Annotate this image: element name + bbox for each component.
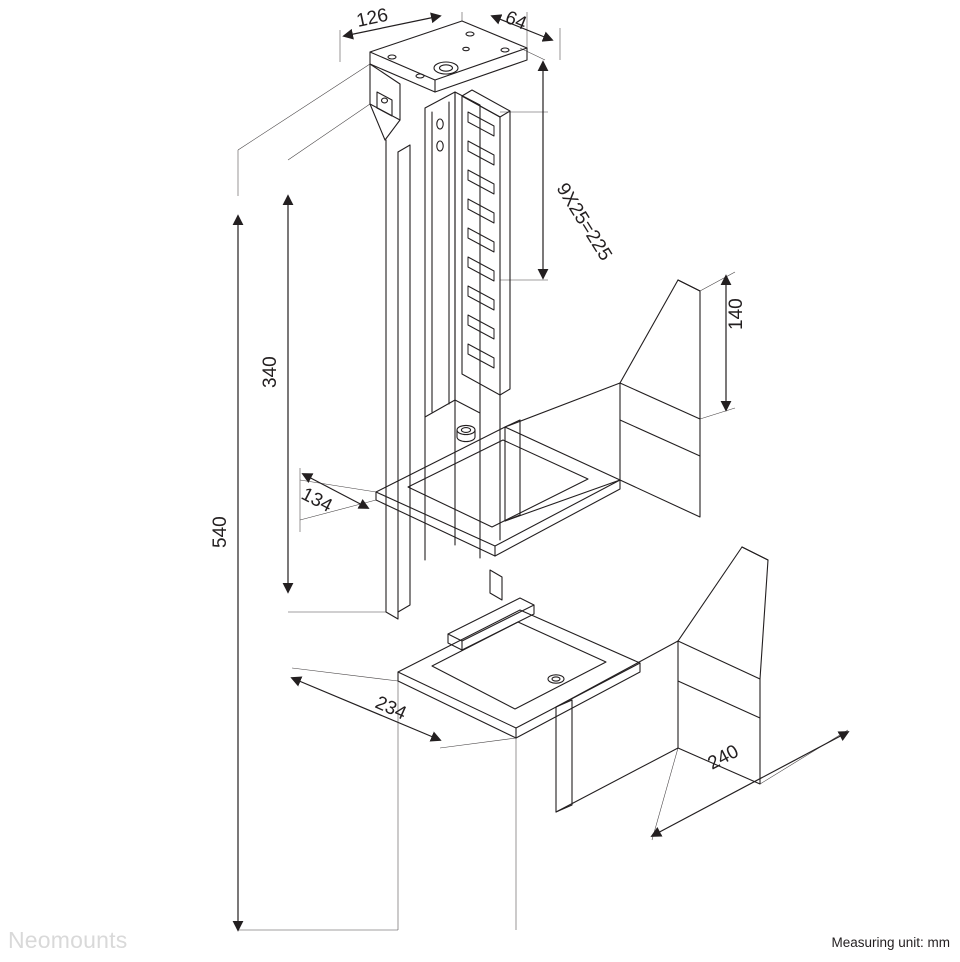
dimension-label-140: 140 xyxy=(726,298,747,330)
slotted-column xyxy=(425,90,510,417)
dimline-240 xyxy=(652,732,848,836)
dimension-lines xyxy=(238,16,848,930)
dimension-labels xyxy=(210,5,747,775)
dimension-label-340: 340 xyxy=(260,356,281,388)
support-legs xyxy=(386,140,502,619)
dimension-label-225: 9X25=225 xyxy=(551,179,616,265)
dimension-label-240: 240 xyxy=(704,740,743,775)
brand-logo: Neomounts xyxy=(8,927,128,953)
dimline-234 xyxy=(292,678,440,740)
dimension-label-64: 64 xyxy=(502,7,530,35)
measuring-unit-note: Measuring unit: mm xyxy=(831,935,950,950)
dimension-label-540: 540 xyxy=(210,516,231,548)
dimension-label-134: 134 xyxy=(297,483,336,517)
mounting-plate xyxy=(370,21,527,92)
dimension-label-234: 234 xyxy=(371,692,410,725)
dimension-label-126: 126 xyxy=(354,4,391,32)
